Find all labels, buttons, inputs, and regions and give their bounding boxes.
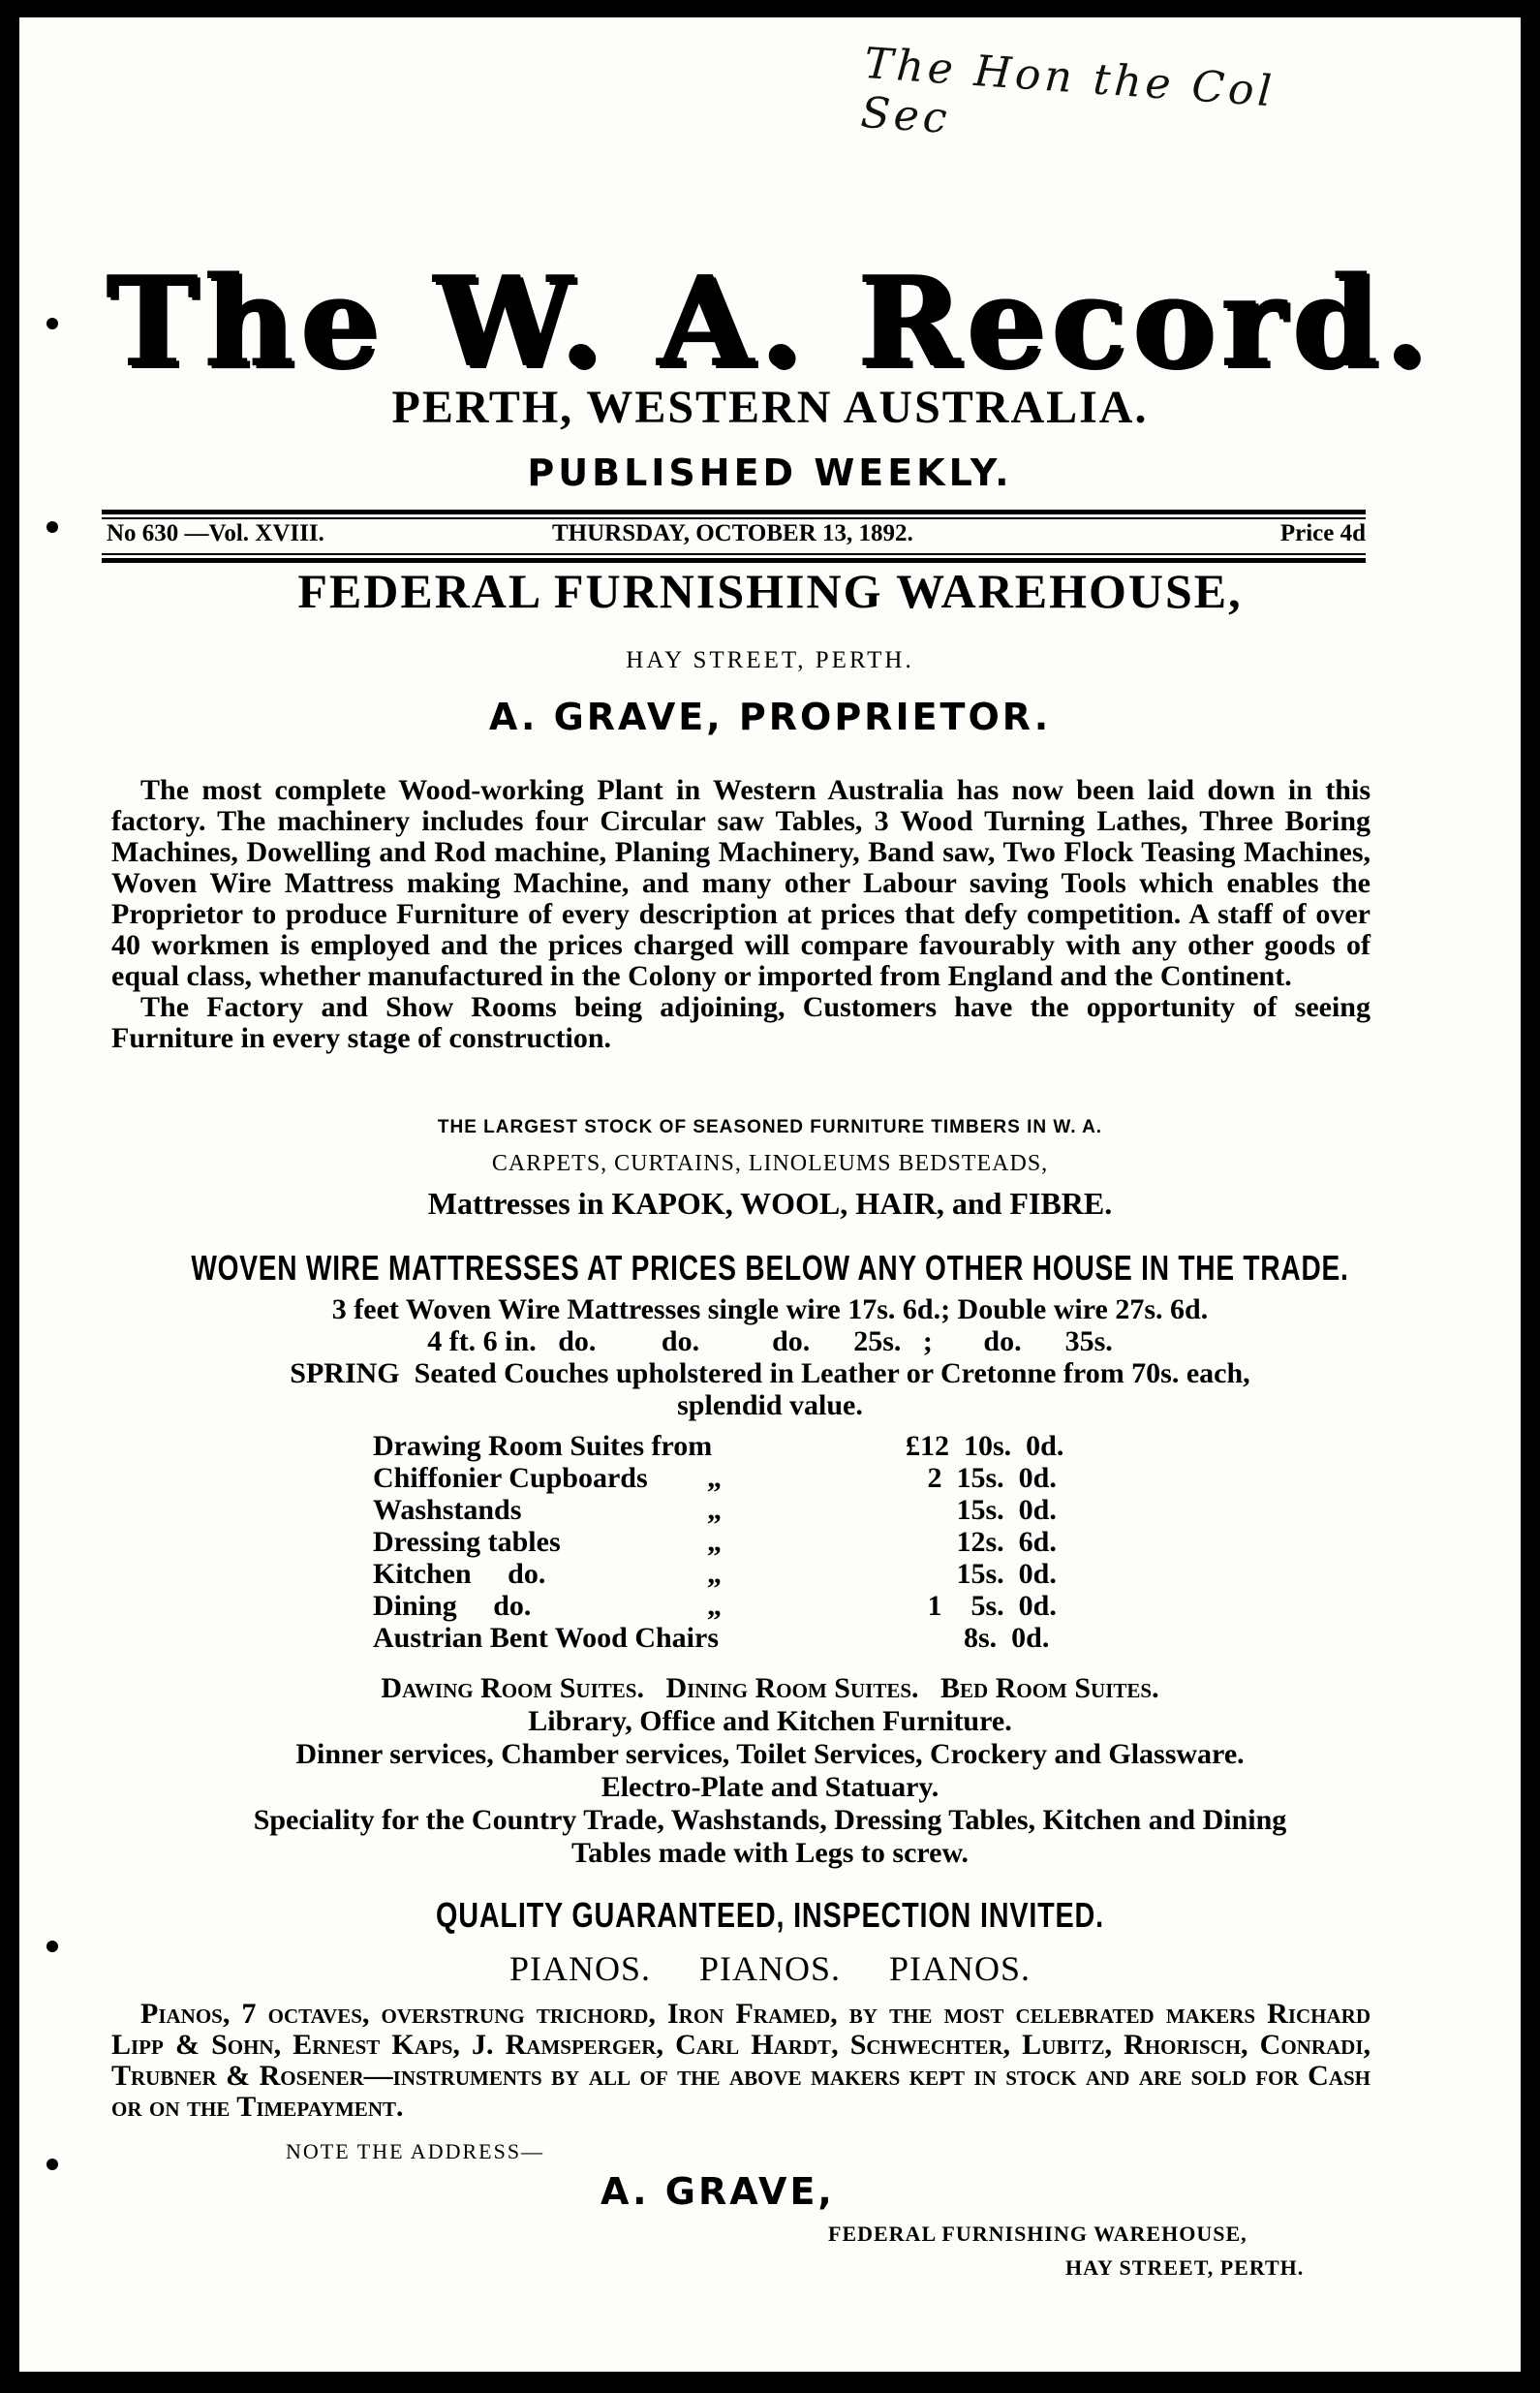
sign-name: A. GRAVE, <box>601 2170 835 2213</box>
woven-line-1: 3 feet Woven Wire Mattresses single wire 17s. 6d.; Double wire 27s. 6d. <box>331 1293 1209 1325</box>
price-value: 1 5s. 0d. <box>906 1590 1057 1622</box>
ad-body <box>111 775 1371 1054</box>
mattresses-line: Mattresses in KAPOK, WOOL, HAIR, and FIBRE. <box>427 1186 1113 1221</box>
woven-heading: WOVEN WIRE MATTRESSES AT PRICES BELOW ANY OTHER HOUSE IN THE TRADE. <box>191 1248 1349 1288</box>
newspaper-page <box>19 17 1521 2372</box>
price-value: 15s. 0d. <box>906 1494 1057 1526</box>
ditto-mark: „ <box>707 1494 722 1526</box>
sign-warehouse: FEDERAL FURNISHING WAREHOUSE, <box>828 2222 1247 2246</box>
ad-paragraph-2: The Factory and Show Rooms being adjoining, Customers have the opportunity of seeing Furniture in every stage of construction. <box>111 991 1371 1054</box>
issue-number: No 630 —Vol. XVIII. <box>107 520 324 546</box>
pianos-text: Pianos, 7 octaves, overstrung trichord, Iron Framed, by the most celebrated makers Richard Lipp & Sohn, Ernest Kaps, J. Ramsperger, Carl Hardt, Schwechter, Lubitz, Rhorisch, Conradi, Trubner & Rosener—instruments by all of the above makers kept in stock and are sold for Cash or on the Timepayment. <box>111 1998 1371 2123</box>
price-item: Washstands <box>373 1494 522 1526</box>
suites-line: Dawing Room Suites. Dining Room Suites. Bed Room Suites. <box>381 1672 1159 1704</box>
issue-date: THURSDAY, OCTOBER 13, 1892. <box>552 520 913 546</box>
price-row <box>373 1590 1148 1622</box>
price-value: £12 10s. 0d. <box>906 1430 1064 1462</box>
price-value: 12s. 6d. <box>906 1526 1057 1558</box>
ad-paragraph-1: The most complete Wood-working Plant in Western Australia has now been laid down in this factory. The machinery includes four Circular saw Tables, 3 Wood Turning Lathes, Three Boring Machines, Dowelling and Rod machine, Planing Machinery, Band saw, Two Flock Teasing Machines, Woven Wire Mattress making Machine, and many other Labour saving Tools which enables the Proprietor to produce Furniture of every description at prices that defy competition. A staff of over 40 workmen is employed and the prices charged will compare favourably with any other goods of equal class, whether manufactured in the Colony or imported from England and the Continent. <box>111 774 1371 992</box>
ad-proprietor: A. GRAVE, PROPRIETOR. <box>488 696 1052 738</box>
speciality-line-2: Tables made with Legs to screw. <box>570 1837 969 1869</box>
price-row <box>373 1622 1148 1654</box>
price-item: Drawing Room Suites from <box>373 1430 713 1462</box>
price-item: Dining do. <box>373 1590 532 1622</box>
price-item: Austrian Bent Wood Chairs <box>373 1622 720 1654</box>
margin-mark <box>46 521 58 533</box>
margin-mark <box>46 318 58 329</box>
ad-address: HAY STREET, PERTH. <box>626 647 914 673</box>
price-item: Kitchen do. <box>373 1558 546 1590</box>
ditto-mark: „ <box>707 1558 722 1590</box>
largest-stock: THE LARGEST STOCK OF SEASONED FURNITURE TIMBERS IN W. A. <box>437 1117 1103 1137</box>
ditto-mark: „ <box>707 1590 722 1622</box>
spring-line-1: SPRING Seated Couches upholstered in Leather or Cretonne from 70s. each, <box>290 1357 1250 1389</box>
price-list <box>373 1430 1148 1654</box>
handwritten-note: The Hon the Col Sec <box>859 38 1278 144</box>
margin-mark <box>46 1941 58 1952</box>
note-address: NOTE THE ADDRESS— <box>286 2139 545 2163</box>
spring-line-2: splendid value. <box>677 1389 863 1421</box>
price-value: 8s. 0d. <box>906 1622 1050 1654</box>
price-row <box>373 1462 1148 1494</box>
carpets-line: CARPETS, CURTAINS, LINOLEUMS BEDSTEADS, <box>491 1151 1049 1176</box>
price-value: 2 15s. 0d. <box>906 1462 1057 1494</box>
pianos-body <box>111 1999 1371 2123</box>
quality-heading: QUALITY GUARANTEED, INSPECTION INVITED. <box>436 1895 1104 1935</box>
price-row <box>373 1526 1148 1558</box>
sign-street: HAY STREET, PERTH. <box>1065 2255 1305 2280</box>
library-line: Library, Office and Kitchen Furniture. <box>528 1705 1012 1737</box>
issue-price: Price 4d <box>1279 520 1366 546</box>
ad-heading: FEDERAL FURNISHING WAREHOUSE, <box>297 564 1243 618</box>
masthead-frequency: PUBLISHED WEEKLY. <box>527 451 1013 494</box>
pianos-heading: PIANOS. PIANOS. PIANOS. <box>508 1949 1032 1988</box>
price-value: 15s. 0d. <box>906 1558 1057 1590</box>
price-row <box>373 1558 1148 1590</box>
price-item: Dressing tables <box>373 1526 561 1558</box>
top-rule <box>102 510 1366 514</box>
ditto-mark: „ <box>707 1462 722 1494</box>
masthead-title: The W. A. Record. <box>106 250 1434 395</box>
dateline <box>107 516 1366 555</box>
speciality-line-1: Speciality for the Country Trade, Washstands, Dressing Tables, Kitchen and Dining <box>253 1804 1287 1836</box>
electro-line: Electro-Plate and Statuary. <box>601 1771 939 1803</box>
woven-line-2: 4 ft. 6 in. do. do. do. 25s. ; do. 35s. <box>427 1325 1113 1357</box>
masthead-location: PERTH, WESTERN AUSTRALIA. <box>391 382 1149 433</box>
price-row <box>373 1494 1148 1526</box>
margin-mark <box>46 2159 58 2170</box>
price-row <box>373 1430 1148 1462</box>
dinner-line: Dinner services, Chamber services, Toilet Services, Crockery and Glassware. <box>295 1738 1245 1770</box>
price-item: Chiffonier Cupboards <box>373 1462 648 1494</box>
ditto-mark: „ <box>707 1526 722 1558</box>
bottom-rule-thin <box>102 553 1366 555</box>
